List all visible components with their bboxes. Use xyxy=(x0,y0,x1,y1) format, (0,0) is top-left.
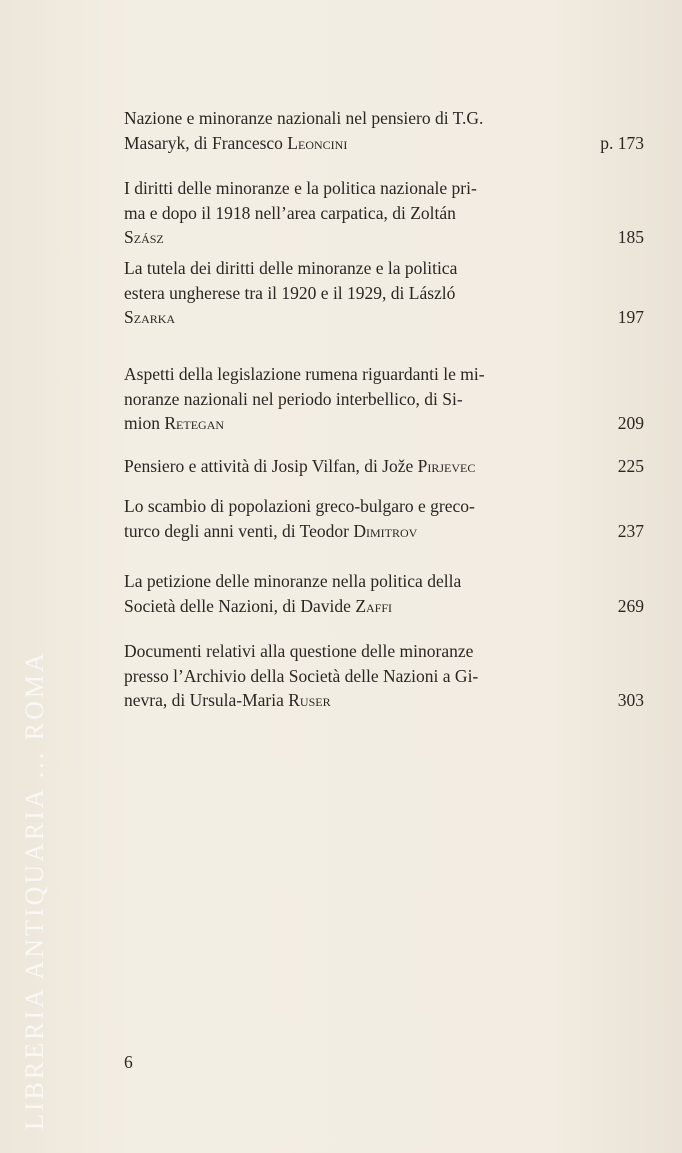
entry-title: Nazione e minoranze nazionali nel pensiero di T.G. Masaryk, di Francesco xyxy=(124,108,484,153)
page-number: 6 xyxy=(124,1052,133,1072)
entry-author: Szász xyxy=(124,227,164,248)
entry-author: Dimitrov xyxy=(353,520,418,541)
toc-entry xyxy=(124,639,644,713)
entry-author: Retegan xyxy=(164,413,225,434)
entry-page: 209 xyxy=(617,413,644,434)
entry-author: Leoncini xyxy=(287,132,348,153)
toc-entry xyxy=(124,106,644,155)
toc-entry xyxy=(124,494,644,543)
toc-entry xyxy=(124,569,644,618)
entry-title: I diritti delle minoranze e la politica nazionale pri- ma e dopo il 1918 nell’area carpatica, di Zoltán xyxy=(124,178,477,223)
entry-author: Szarka xyxy=(124,307,176,328)
entry-page: 225 xyxy=(617,456,644,476)
entry-title: La tutela dei diritti delle minoranze e la politica estera ungherese tra il 1920 e il 1929, di László xyxy=(124,258,458,303)
entry-title: La petizione delle minoranze nella politica della Società delle Nazioni, di Davide xyxy=(124,571,462,616)
entry-title: Documenti relativi alla questione delle minoranze presso l’Archivio della Società delle Nazioni a Gi- nevra, di Ursula-Maria xyxy=(124,641,479,711)
entry-page: 303 xyxy=(617,690,644,711)
entry-page: 269 xyxy=(617,595,644,616)
toc-entry xyxy=(124,454,644,479)
entry-page: 185 xyxy=(617,227,644,248)
entry-author: Pirjevec xyxy=(417,456,476,476)
entry-page: 197 xyxy=(617,307,644,328)
watermark: LIBRERIA ANTIQUARIA ... ROMA xyxy=(20,650,49,1130)
toc-entry xyxy=(124,176,644,250)
entry-author: Zaffi xyxy=(355,595,393,616)
entry-page: p. 173 xyxy=(600,132,644,153)
entry-title: Lo scambio di popolazioni greco-bulgaro e greco- turco degli anni venti, di Teodor xyxy=(124,496,475,541)
entry-title: Aspetti della legislazione rumena riguardanti le mi- noranze nazionali nel periodo interbellico, di Si- mion xyxy=(124,364,485,434)
toc-entry xyxy=(124,256,644,330)
toc-entry xyxy=(124,362,644,436)
entry-page: 237 xyxy=(617,520,644,541)
entry-title: Pensiero e attività di Josip Vilfan, di Jože xyxy=(124,456,414,476)
entry-author: Ruser xyxy=(288,690,331,711)
